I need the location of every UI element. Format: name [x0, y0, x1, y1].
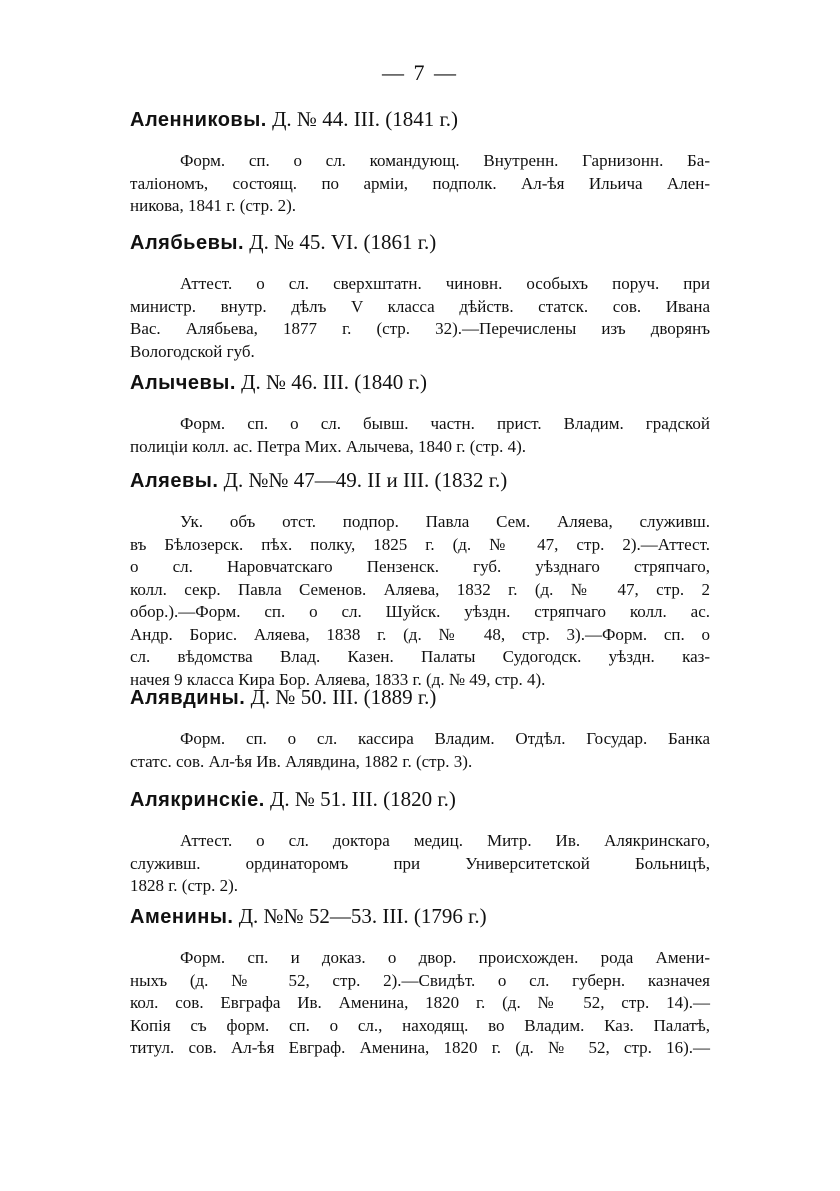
family-name: Аменины.	[130, 906, 234, 928]
file-details: Д. № 44. III. (1841 г.)	[272, 107, 458, 131]
file-details: Д. № 46. III. (1840 г.)	[241, 370, 427, 394]
body-line: начея 9 класса Кира Бор. Аляева, 1833 г. (д. № 49, стр. 4).	[130, 669, 546, 689]
entry-alyabievy	[130, 228, 710, 363]
family-name: Алябьевы.	[130, 232, 245, 254]
body-line: Аттест. о сл. сверхштатн. чиновн. особыхъ поруч. при	[180, 274, 710, 293]
body-line: ныхъ (д. № 52, стр. 2).—Свидѣт. о сл. губерн. казначея	[130, 970, 710, 990]
body-line: Форм. сп. и доказ. о двор. происхожден. рода Амени-	[180, 948, 710, 967]
family-name: Аляевы.	[130, 470, 219, 492]
body-line: сл. вѣдомства Влад. Казен. Палаты Судогодск. уѣздн. каз-	[130, 647, 710, 666]
body-line: кол. сов. Евграфа Ив. Аменина, 1820 г. (д. № 52, стр. 14).—	[130, 993, 710, 1012]
body-line: Ук. объ отст. подпор. Павла Сем. Аляева, служивш.	[180, 512, 710, 531]
body-line: статс. сов. Ал-ѣя Ив. Алявдина, 1882 г. (стр. 3).	[130, 751, 473, 771]
body-line: служивш. ординаторомъ при Университетской Больницѣ,	[130, 853, 710, 873]
entry-alyaevy	[130, 466, 710, 691]
body-line: Андр. Борис. Аляева, 1838 г. (д. № 48, стр. 3).—Форм. сп. о	[130, 624, 710, 644]
body-line: Аттест. о сл. доктора медиц. Митр. Ив. Алякринскаго,	[180, 831, 710, 850]
entry-alychevy	[130, 368, 710, 458]
entry-body	[130, 511, 710, 691]
entry-heading	[130, 466, 710, 495]
file-details: Д. №№ 52—53. III. (1796 г.)	[238, 904, 487, 928]
entry-heading	[130, 683, 710, 712]
body-line: Вологодской губ.	[130, 341, 255, 361]
family-name: Алычевы.	[130, 372, 236, 394]
entry-body	[130, 728, 710, 773]
family-name: Алякринскіе.	[130, 789, 265, 811]
entry-ameniny	[130, 902, 710, 1060]
body-line: министр. внутр. дѣлъ V класса дѣйств. статск. сов. Ивана	[130, 296, 710, 316]
family-name: Аленниковы.	[130, 109, 267, 131]
entry-heading	[130, 368, 710, 397]
body-line: Вас. Алябьева, 1877 г. (стр. 32).—Перечислены изъ дворянъ	[130, 319, 710, 338]
body-line: полиціи колл. ас. Петра Мих. Алычева, 1840 г. (стр. 4).	[130, 436, 527, 456]
entry-body	[130, 413, 710, 458]
file-details: Д. №№ 47—49. II и III. (1832 г.)	[223, 468, 508, 492]
body-line: никова, 1841 г. (стр. 2).	[130, 196, 296, 215]
body-line: въ Бѣлозерск. пѣх. полку, 1825 г. (д. № 47, стр. 2).—Аттест.	[130, 534, 710, 554]
file-details: Д. № 51. III. (1820 г.)	[270, 787, 456, 811]
body-line: Форм. сп. о сл. командующ. Внутренн. Гарнизонн. Ба-	[180, 151, 710, 170]
body-line: Форм. сп. о сл. кассира Владим. Отдѣл. Государ. Банка	[180, 729, 710, 748]
entry-heading	[130, 902, 710, 931]
body-line: о сл. Наровчатскаго Пензенск. губ. уѣзднаго стряпчаго,	[130, 557, 710, 576]
entry-heading	[130, 228, 710, 257]
entry-body	[130, 273, 710, 363]
page-number: — 7 —	[382, 60, 458, 85]
body-line: колл. секр. Павла Семенов. Аляева, 1832 г. (д. № 47, стр. 2	[130, 579, 710, 599]
entry-heading	[130, 105, 710, 134]
entry-body	[130, 150, 710, 218]
entry-body	[130, 947, 710, 1060]
family-name: Алявдины.	[130, 687, 246, 709]
body-line: Копія съ форм. сп. о сл., находящ. во Владим. Каз. Палатѣ,	[130, 1015, 710, 1035]
body-line: обор.).—Форм. сп. о сл. Шуйск. уѣздн. стряпчаго колл. ас.	[130, 602, 710, 621]
entry-alennikovy	[130, 105, 710, 218]
body-line: титул. сов. Ал-ѣя Евграф. Аменина, 1820 г. (д. № 52, стр. 16).—	[130, 1038, 710, 1057]
body-line: 1828 г. (стр. 2).	[130, 876, 239, 895]
body-line: таліономъ, состоящ. по арміи, подполк. Ал-ѣя Ильича Ален-	[130, 173, 710, 193]
entry-alyakrinskie	[130, 785, 710, 898]
entry-body	[130, 830, 710, 898]
body-line: Форм. сп. о сл. бывш. частн. прист. Владим. градской	[180, 414, 710, 433]
file-details: Д. № 50. III. (1889 г.)	[250, 685, 437, 709]
entry-heading	[130, 785, 710, 814]
file-details: Д. № 45. VI. (1861 г.)	[249, 230, 437, 254]
entry-alyavdiny	[130, 683, 710, 773]
